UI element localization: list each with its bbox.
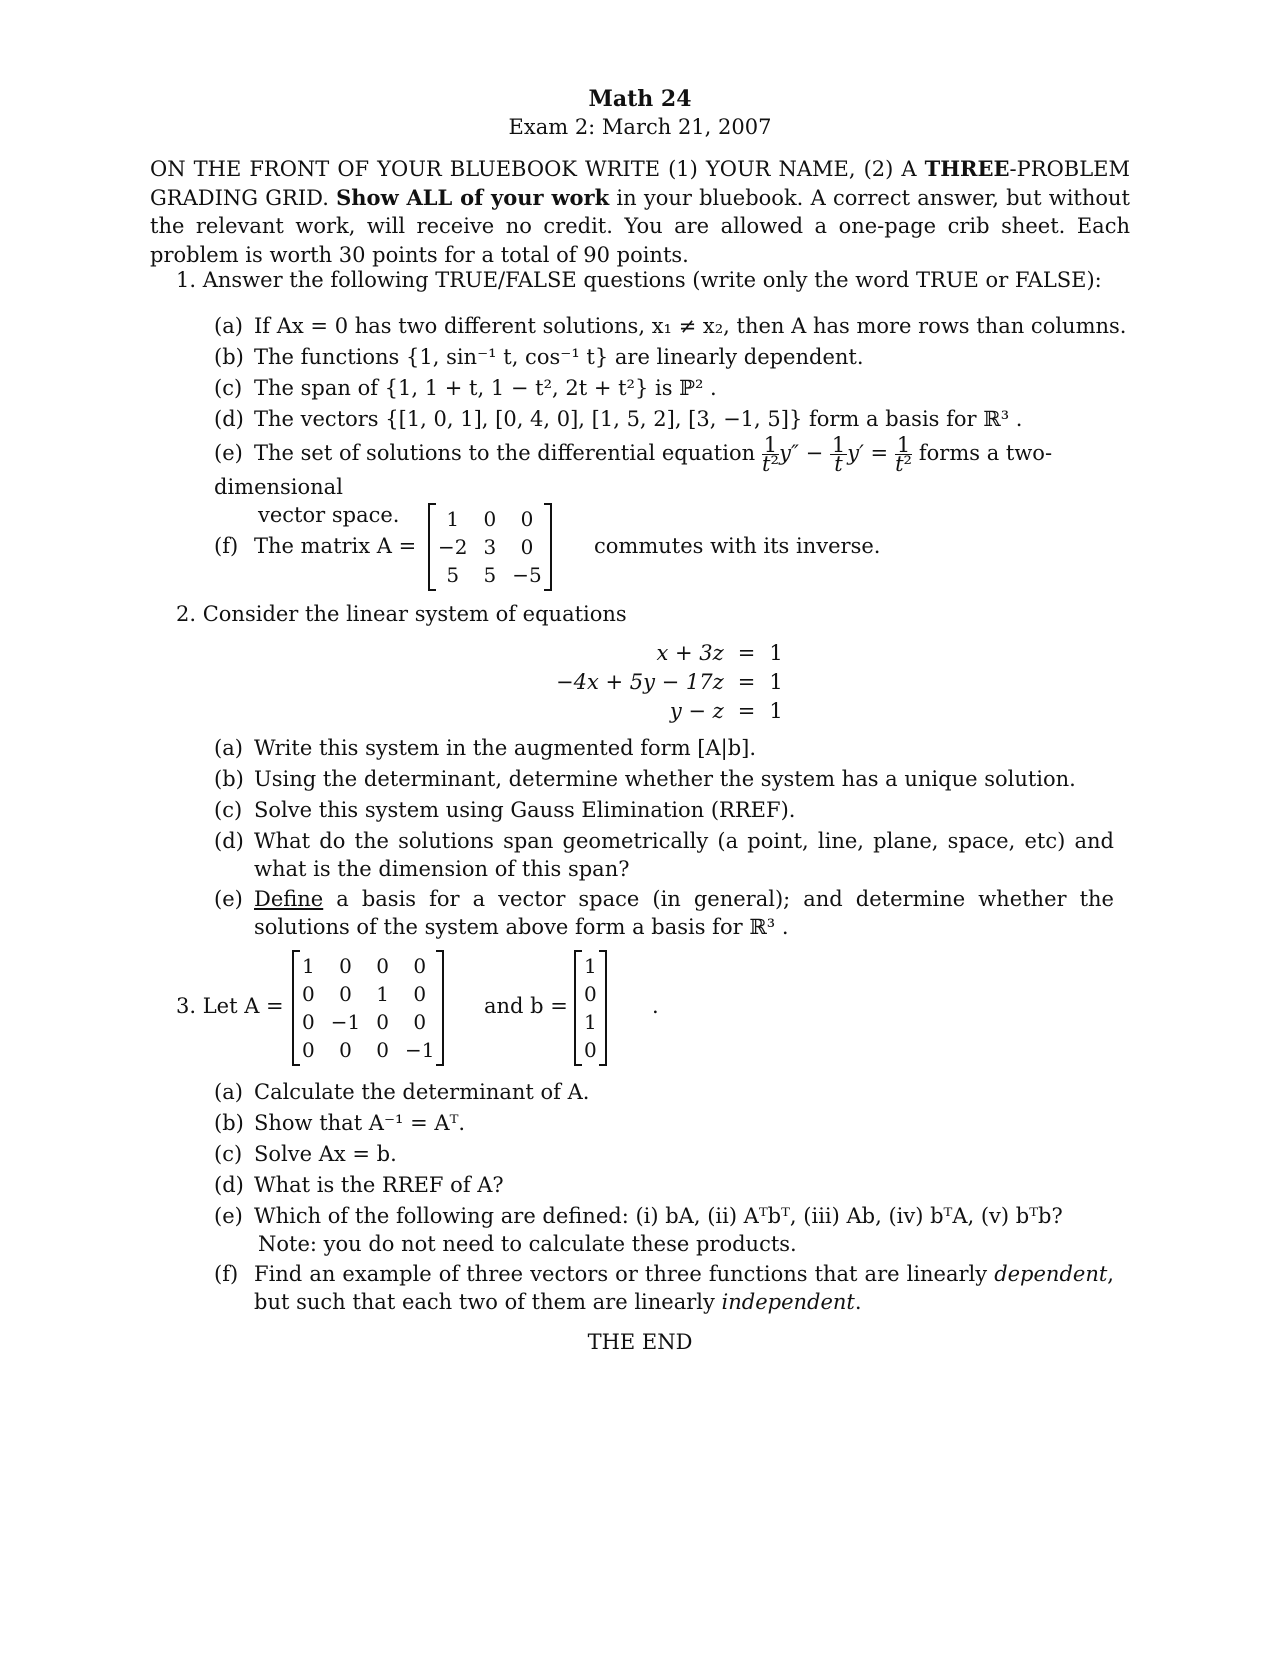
instructions-grading-grid: -PROBLEM GRADING GRID. xyxy=(150,157,1130,210)
period: . xyxy=(652,994,659,1018)
matrix-3a-entry: 0 xyxy=(413,982,427,1006)
matrix-1f-row xyxy=(430,561,550,589)
label-d: (d) xyxy=(214,1173,244,1197)
problem-3d-text: What is the RREF of A? xyxy=(254,1173,504,1197)
matrix-1f-entry: 3 xyxy=(483,535,497,559)
problem-1d xyxy=(214,405,1134,433)
course-title: Math 24 xyxy=(588,86,692,112)
exam-date: Exam 2: March 21, 2007 xyxy=(508,115,772,139)
problem-1a-text: If Ax = 0 has two different solutions, x₁ ≠ x₂, then A has more rows than columns. xyxy=(254,314,1127,338)
problem-1e-text-2: forms a two-dimensional xyxy=(214,441,1053,499)
matrix-1f-entry: 5 xyxy=(483,563,497,587)
equation-3 xyxy=(550,697,789,724)
matrix-3a-entry: 1 xyxy=(376,982,389,1006)
matrix-3a-entry: −1 xyxy=(404,1038,435,1062)
problem-3f-text-1: Find an example of three vectors or three functions that are linearly xyxy=(254,1262,988,1286)
problem-3d xyxy=(214,1171,1134,1199)
matrix-1f-entry: 0 xyxy=(483,507,497,531)
eq1-op: = xyxy=(737,640,756,665)
problem-3e-text: Which of the following are defined: (i) bA, (ii) Aᵀbᵀ, (iii) Ab, (iv) bᵀA, (v) bᵀb? xyxy=(254,1204,1063,1228)
matrix-1f-entry: 1 xyxy=(446,507,460,531)
and-b-text: and b = xyxy=(484,994,568,1018)
matrix-1f-row xyxy=(430,505,550,533)
differential-equation: $\frac{1}{\text{t²}}$ y″ − $\frac{1}{t}$ y′ = $\frac{1}{\text{t²}}$ xyxy=(762,433,912,476)
vector-b xyxy=(574,952,607,1064)
linear-system xyxy=(548,637,791,726)
problem-3e-note: Note: you do not need to calculate these products. xyxy=(258,1232,797,1256)
vector-b-row xyxy=(576,952,605,980)
label-e: (e) xyxy=(214,887,243,911)
problem-2e-text: a basis for a vector space (in general); and determine whether the solutions of the system above form a basis for ℝ³ . xyxy=(254,887,1114,939)
problem-1e-text: The set of solutions to the differential equation xyxy=(254,441,756,465)
matrix-3a-row xyxy=(294,952,442,980)
problem-1f-text-2: commutes with its inverse. xyxy=(594,534,881,558)
problem-2a xyxy=(214,734,1134,762)
matrix-1f-entry: −5 xyxy=(512,563,542,587)
matrix-3a-entry: 0 xyxy=(413,1010,427,1034)
problem-1c-text: The span of {1, 1 + t, 1 − t², 2t + t²} is ℙ² . xyxy=(254,376,717,400)
problem-3f-text-3: . xyxy=(854,1290,862,1314)
eq3-op: = xyxy=(737,698,756,723)
vector-b-entry: 1 xyxy=(584,954,597,978)
matrix-3a-entry: 0 xyxy=(376,1038,389,1062)
problem-2-text: 2. Consider the linear system of equations xyxy=(176,602,627,626)
instructions xyxy=(150,155,1130,269)
problem-3a-text: Calculate the determinant of A. xyxy=(254,1080,590,1104)
label-e: (e) xyxy=(214,441,243,465)
label-a: (a) xyxy=(214,736,243,760)
label-f: (f) xyxy=(214,1262,239,1286)
dependent-italic: dependent xyxy=(994,1262,1108,1286)
eq2-op: = xyxy=(737,669,756,694)
vector-b-entry: 0 xyxy=(584,1038,597,1062)
problem-1b-text: The functions {1, sin⁻¹ t, cos⁻¹ t} are linearly dependent. xyxy=(254,345,864,369)
problem-1-text: 1. Answer the following TRUE/FALSE questions (write only the word TRUE or FALSE): xyxy=(176,268,1102,292)
matrix-1f-row xyxy=(430,533,550,561)
label-c: (c) xyxy=(214,1142,243,1166)
matrix-3a-entry: 0 xyxy=(302,982,315,1006)
label-e: (e) xyxy=(214,1204,243,1228)
matrix-3a-entry: 0 xyxy=(339,954,352,978)
instructions-bold-three: THREE xyxy=(924,156,1010,181)
problem-3b xyxy=(214,1109,1134,1137)
problem-2a-text: Write this system in the augmented form [A|b]. xyxy=(254,736,757,760)
eq3-lhs: y − z xyxy=(669,698,724,723)
equation-2 xyxy=(550,668,789,695)
define-underlined: Define xyxy=(254,887,324,911)
eq2-lhs: −4x + 5y − 17z xyxy=(556,669,724,694)
matrix-a-1f xyxy=(428,505,552,589)
problem-1e xyxy=(214,433,1134,529)
label-a: (a) xyxy=(214,314,243,338)
matrix-1f-entry: −2 xyxy=(438,535,468,559)
problem-3-let: 3. Let A = xyxy=(176,994,284,1018)
problem-2c-text: Solve this system using Gauss Elimination (RREF). xyxy=(254,798,796,822)
matrix-3a-entry: 0 xyxy=(376,1010,389,1034)
matrix-a-3 xyxy=(292,952,444,1064)
problem-1c xyxy=(214,374,1134,402)
matrix-3a-entry: 0 xyxy=(302,1010,315,1034)
matrix-3a-entry: 1 xyxy=(302,954,315,978)
matrix-3a-row xyxy=(294,1036,442,1064)
matrix-3a-entry: 0 xyxy=(339,982,352,1006)
problem-2c xyxy=(214,796,1134,824)
vector-b-entry: 1 xyxy=(584,1010,597,1034)
matrix-3a-entry: 0 xyxy=(302,1038,315,1062)
label-b: (b) xyxy=(214,1111,244,1135)
problem-1a xyxy=(214,312,1134,340)
problem-2d xyxy=(214,827,1134,883)
matrix-1f-entry: 0 xyxy=(520,535,534,559)
problem-3c-text: Solve Ax = b. xyxy=(254,1142,397,1166)
problem-3c xyxy=(214,1140,1134,1168)
eq2-rhs: 1 xyxy=(769,669,783,694)
vector-b-row xyxy=(576,1008,605,1036)
matrix-3a-entry: 0 xyxy=(339,1038,352,1062)
problem-1b xyxy=(214,343,1134,371)
matrix-1f-entry: 5 xyxy=(446,563,460,587)
problem-2e xyxy=(214,885,1134,941)
problem-3e xyxy=(214,1202,1134,1258)
instructions-line-1: ON THE FRONT OF YOUR BLUEBOOK WRITE (1) YOUR NAME, (2) A xyxy=(150,157,917,181)
problem-1e-text-3: vector space. xyxy=(258,503,400,527)
problem-2d-text: What do the solutions span geometrically (a point, line, plane, space, etc) and what is the dimension of this span? xyxy=(254,829,1114,881)
problem-3a xyxy=(214,1078,1134,1106)
eq1-lhs: x + 3z xyxy=(656,640,724,665)
instructions-rest: in your bluebook. A correct answer, but without the relevant work, will receive no credit. You are allowed a one-page crib sheet. Each problem is worth 30 points for a total of 90 points. xyxy=(150,185,1130,267)
equation-1 xyxy=(550,639,789,666)
matrix-3a-row xyxy=(294,980,442,1008)
problem-3f xyxy=(214,1260,1134,1316)
label-f: (f) xyxy=(214,534,239,558)
vector-b-row xyxy=(576,980,605,1008)
problem-2b xyxy=(214,765,1134,793)
problem-1d-text: The vectors {[1, 0, 1], [0, 4, 0], [1, 5, 2], [3, −1, 5]} form a basis for ℝ³ . xyxy=(254,407,1023,431)
label-a: (a) xyxy=(214,1080,243,1104)
vector-b-entry: 0 xyxy=(584,982,597,1006)
label-c: (c) xyxy=(214,376,243,400)
label-b: (b) xyxy=(214,767,244,791)
matrix-3a-entry: −1 xyxy=(330,1010,361,1034)
label-b: (b) xyxy=(214,345,244,369)
independent-italic: independent xyxy=(721,1290,855,1314)
matrix-3a-entry: 0 xyxy=(413,954,427,978)
matrix-3a-entry: 0 xyxy=(376,954,389,978)
label-d: (d) xyxy=(214,407,244,431)
problem-2b-text: Using the determinant, determine whether the system has a unique solution. xyxy=(254,767,1076,791)
matrix-1f-entry: 0 xyxy=(520,507,534,531)
eq3-rhs: 1 xyxy=(769,698,783,723)
the-end: THE END xyxy=(587,1330,693,1354)
problem-3f-text-2: , but such that each two of them are linearly xyxy=(254,1262,1114,1314)
problem-1f-text: The matrix A = xyxy=(254,534,417,558)
label-c: (c) xyxy=(214,798,243,822)
instructions-bold-show-work: Show ALL of your work xyxy=(336,184,610,210)
label-d: (d) xyxy=(214,829,244,853)
matrix-3a-row xyxy=(294,1008,442,1036)
eq1-rhs: 1 xyxy=(769,640,783,665)
problem-3b-text: Show that A⁻¹ = Aᵀ. xyxy=(254,1111,466,1135)
vector-b-row xyxy=(576,1036,605,1064)
